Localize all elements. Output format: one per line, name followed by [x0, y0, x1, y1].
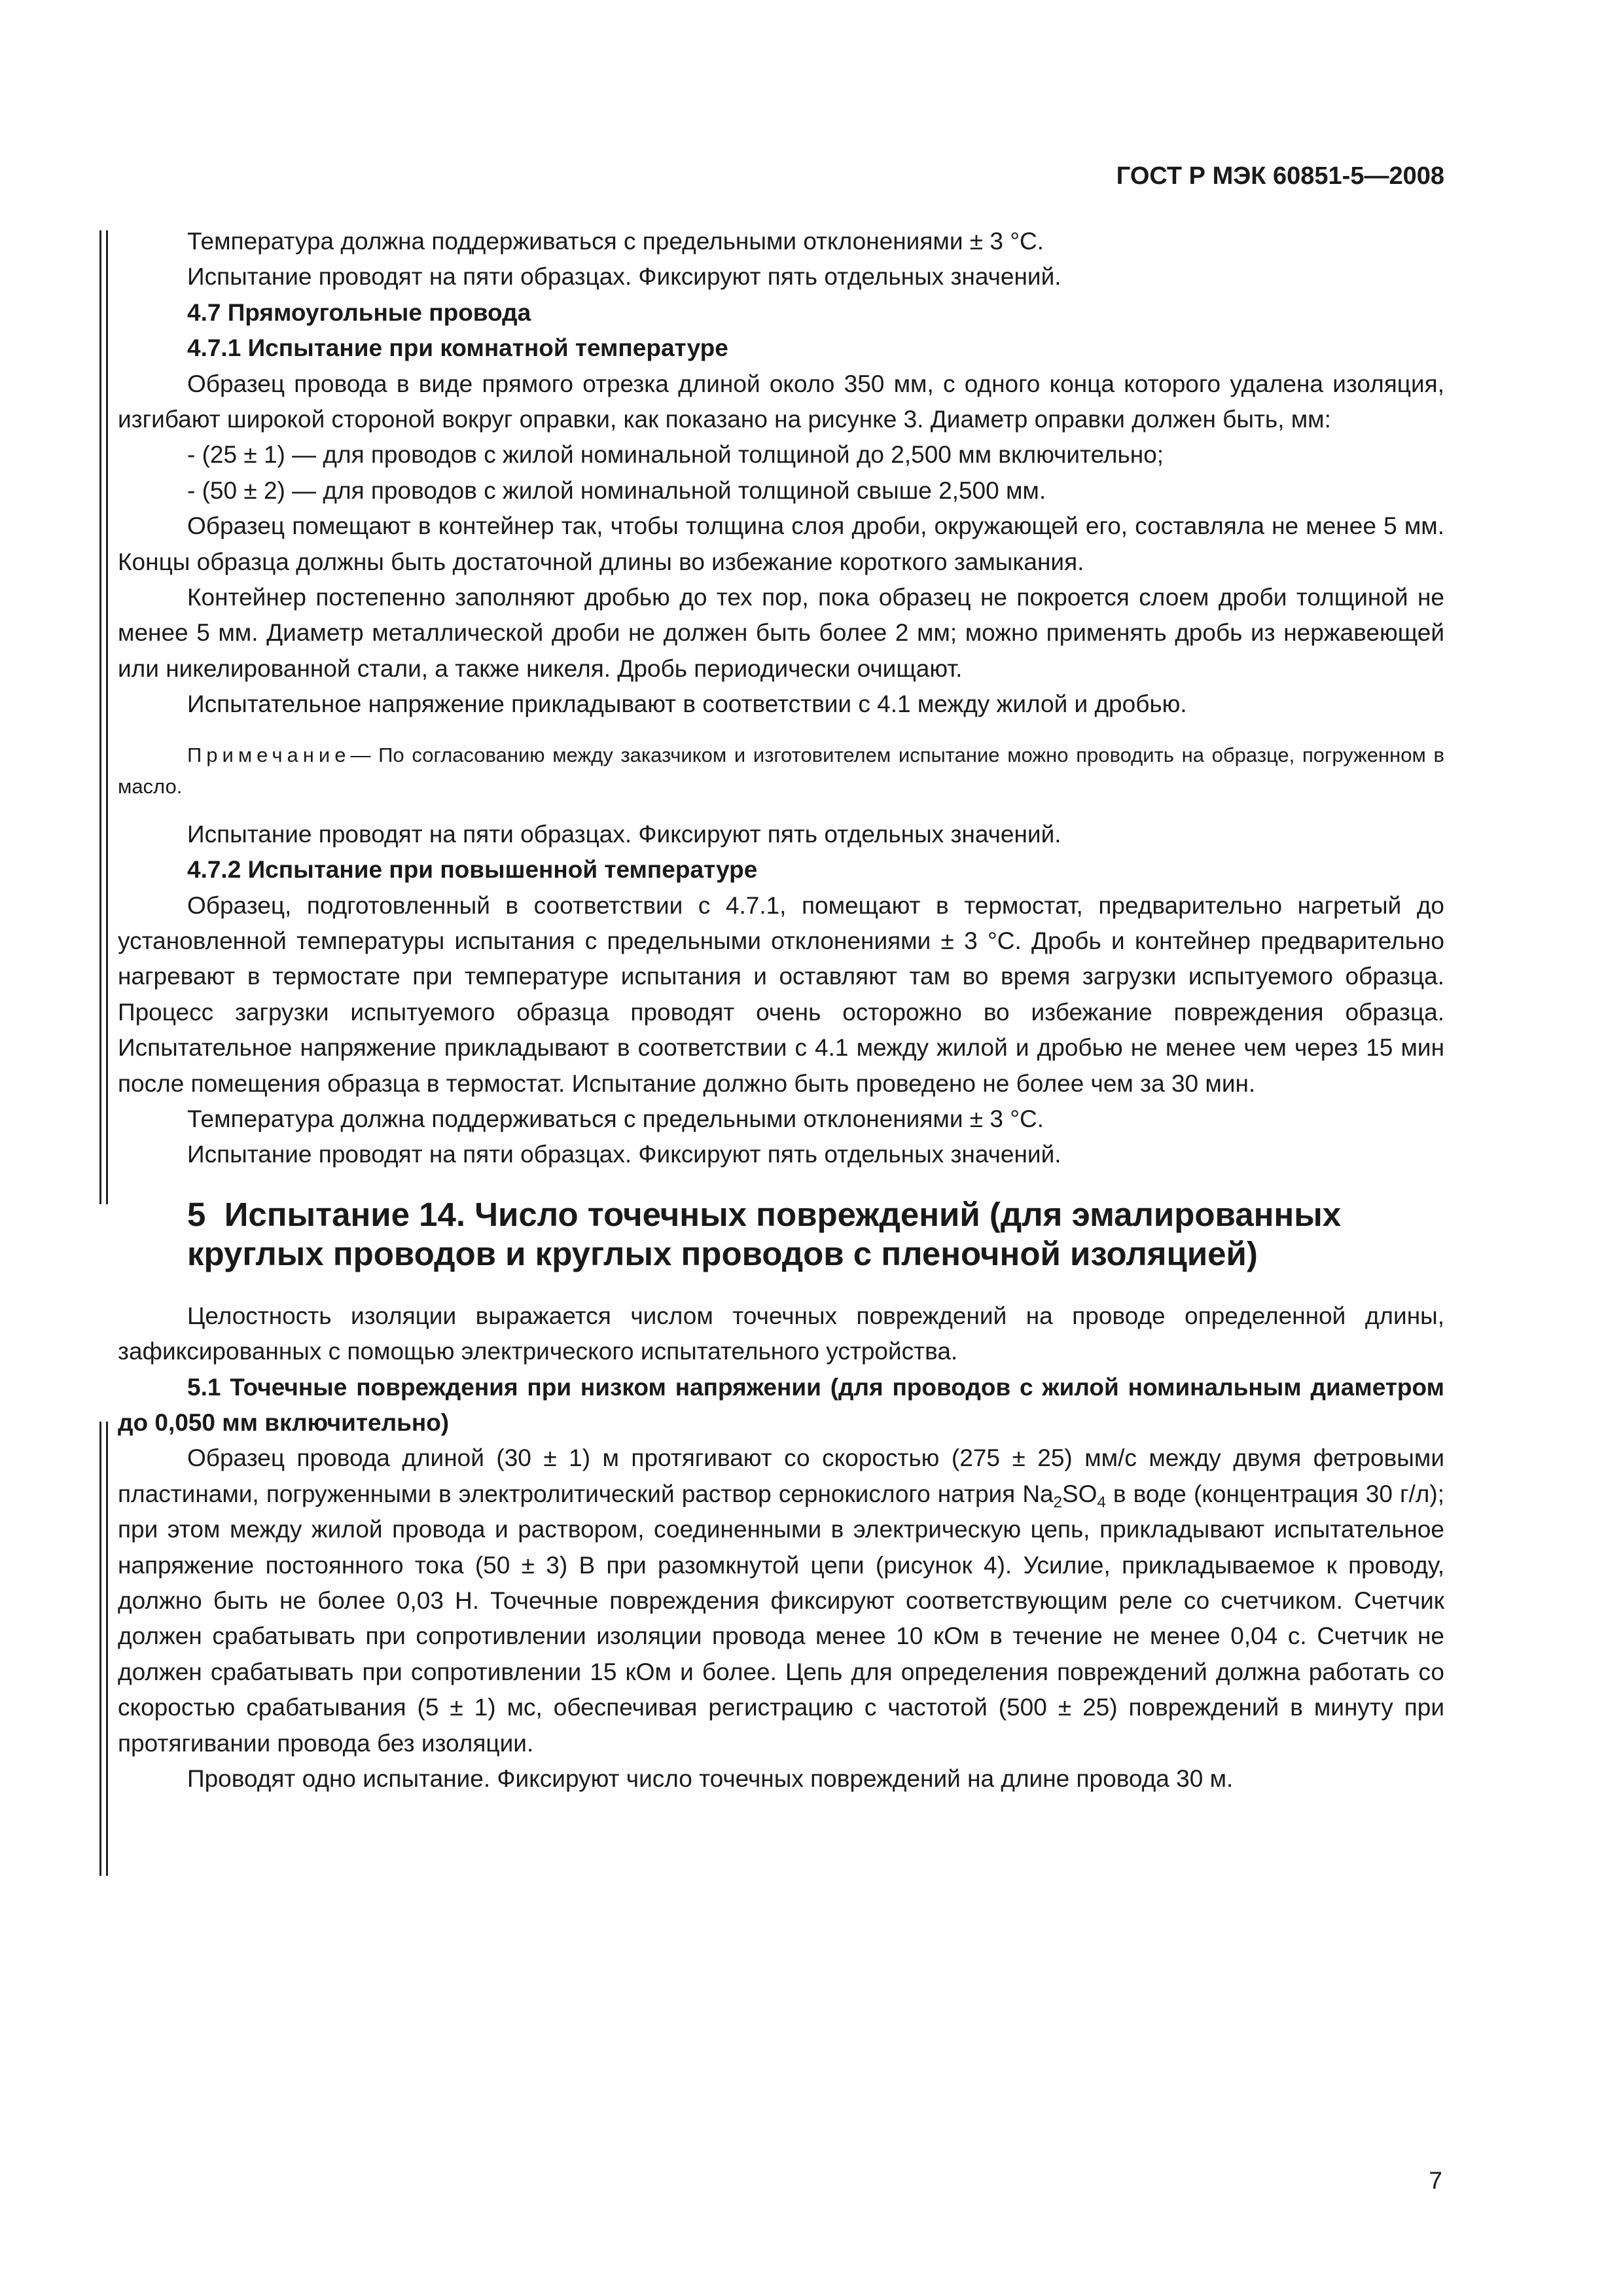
paragraph: Образец провода в виде прямого отрезка длиной около 350 мм, с одного конца которого удалена изоляция, изгибают широкой стороной вокруг оправки, как показано на рисунке 3. Диаметр оправки должен быть, мм: — [118, 370, 1444, 433]
text-run: Образец провода длиной (30 ± 1) м протягивают со скоростью (275 ± 25) мм/с между двумя фетровыми пластинами, погруженными в электролитический раствор сернокислого натрия Na — [118, 1444, 1444, 1507]
section-heading-4-7-1: 4.7.1 Испытание при комнатной температуре — [187, 334, 728, 362]
change-bar — [99, 230, 101, 1204]
paragraph: Температура должна поддерживаться с предельными отклонениями ± 3 °С. — [187, 228, 1044, 255]
paragraph: Температура должна поддерживаться с предельными отклонениями ± 3 °С. — [187, 1105, 1044, 1132]
paragraph: Проводят одно испытание. Фиксируют число точечных повреждений на длине провода 30 м. — [187, 1765, 1234, 1793]
subscript: 2 — [1053, 1493, 1062, 1511]
section-title-line1: Испытание 14. Число точечных повреждений (для эмалированных — [224, 1195, 1342, 1233]
paragraph: Испытательное напряжение прикладывают в соответствии с 4.1 между жилой и дробью. — [187, 691, 1187, 718]
note — [118, 740, 1444, 802]
paragraph: Испытание проводят на пяти образцах. Фиксируют пять отдельных значений. — [187, 1141, 1061, 1168]
paragraph: Целостность изоляции выражается числом точечных повреждений на проводе определенной длины, зафиксированных с помощью электрического испытательного устройства. — [118, 1302, 1444, 1365]
section-title-line2: круглых проводов и круглых проводов с пленочной изоляцией) — [187, 1234, 1258, 1272]
text-run: SO — [1061, 1480, 1097, 1507]
paragraph: Контейнер постепенно заполняют дробью до тех пор, пока образец не покроется слоем дроби толщиной не менее 5 мм. Диаметр металлической дроби не должен быть более 2 мм; можно применять дробь из нержавеющей или никелированной стали, а также никеля. Дробь периодически очищают. — [118, 584, 1444, 682]
document-body — [118, 224, 1444, 1797]
section-number: 5 — [187, 1195, 206, 1233]
section-heading-4-7: 4.7 Прямоугольные провода — [187, 298, 531, 326]
paragraph — [118, 1441, 1444, 1761]
standard-id: ГОСТ Р МЭК 60851-5—2008 — [1116, 162, 1444, 190]
text-run: в воде (концентрация 30 г/л); при этом между жилой провода и раствором, соединенными в электрическую цепь, прикладывают испытательное напряжение постоянного тока (50 ± 3) В при разомкнутой цепи (рисунок 4). Усилие, прикладываемое к проводу, должно быть не более 0,03 Н. Точечные повреждения фиксируют соответствующим реле со счетчиком. Счетчик должен срабатывать при сопротивлении изоляции провода менее 10 кОм в течение не менее 0,04 с. Счетчик не должен срабатывать при сопротивлении 15 кОм и более. Цепь для определения повреждений должна работать со скоростью срабатывания (5 ± 1) мс, обеспечивая регистрацию с частотой (500 ± 25) повреждений в минуту при протягивании провода без изоляции. — [118, 1480, 1444, 1757]
change-bar — [99, 1422, 101, 1876]
note-text: — По согласованию между заказчиком и изготовителем испытание можно проводить на образце, погруженном в масло. — [118, 743, 1444, 798]
change-bar — [106, 230, 108, 1204]
list-item: - (25 ± 1) — для проводов с жилой номинальной толщиной до 2,500 мм включительно; — [187, 441, 1164, 469]
section-heading-4-7-2: 4.7.2 Испытание при повышенной температуре — [187, 856, 758, 884]
paragraph: Испытание проводят на пяти образцах. Фиксируют пять отдельных значений. — [187, 820, 1061, 848]
paragraph: Образец, подготовленный в соответствии с 4.7.1, помещают в термостат, предварительно нагретый до установленной температуры испытания с предельными отклонениями ± 3 °С. Дробь и контейнер предварительно нагревают в термостате при температуре испытания и оставляют там во время загрузки испытуемого образца. Процесс загрузки испытуемого образца проводят очень осторожно во избежание повреждения образца. Испытательное напряжение прикладывают в соответствии с 4.1 между жилой и дробью не менее чем через 15 мин после помещения образца в термостат. Испытание должно быть проведено не более чем за 30 мин. — [118, 891, 1444, 1097]
paragraph: Образец помещают в контейнер так, чтобы толщина слоя дроби, окружающей его, составляла не менее 5 мм. Концы образца должны быть достаточной длины во избежание короткого замыкания. — [118, 512, 1444, 575]
subscript: 4 — [1097, 1493, 1106, 1511]
change-bar — [106, 1422, 108, 1876]
page-number: 7 — [1429, 2167, 1442, 2194]
paragraph: Испытание проводят на пяти образцах. Фиксируют пять отдельных значений. — [187, 263, 1061, 291]
list-item: - (50 ± 2) — для проводов с жилой номинальной толщиной свыше 2,500 мм. — [187, 476, 1046, 504]
section-heading-5-1: 5.1 Точечные повреждения при низком напряжении (для проводов с жилой номинальным диаметром до 0,050 мм включительно) — [118, 1373, 1444, 1436]
note-label: Примечание — [187, 743, 351, 766]
section-heading-5 — [118, 1195, 1444, 1274]
